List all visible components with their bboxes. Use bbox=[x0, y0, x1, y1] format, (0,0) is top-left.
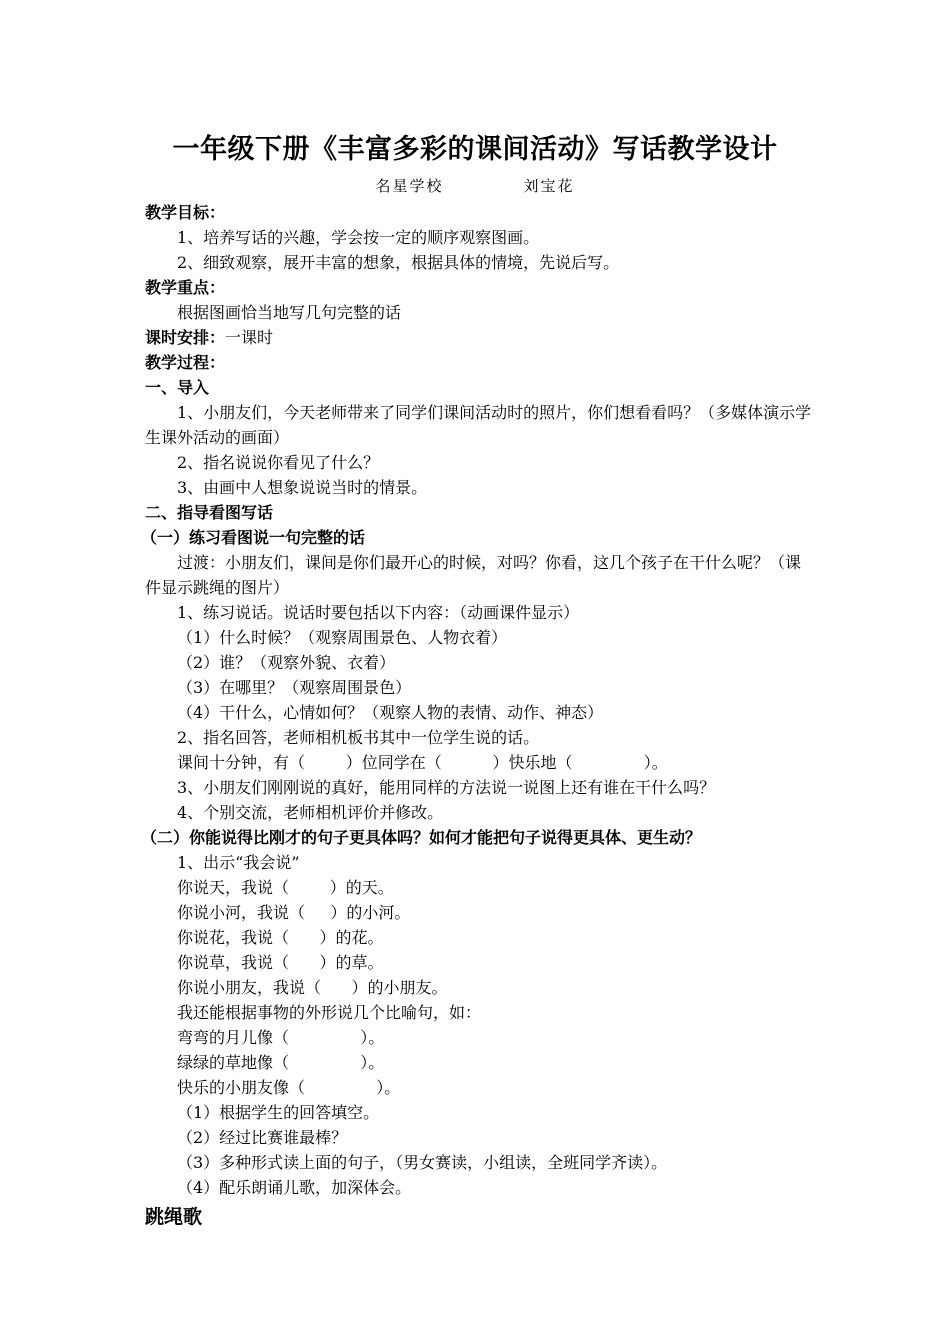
text-line: 2、细致观察，展开丰富的想象，根据具体的情境，先说后写。 bbox=[177, 253, 620, 272]
paragraph: 1、小朋友们，今天老师带来了同学们课间活动时的照片，你们想看看吗？（多媒体演示学生课外活动的画面） bbox=[145, 403, 812, 447]
document-title: 一年级下册《丰富多彩的课间活动》写话教学设计 bbox=[172, 134, 778, 165]
text-line: 你说小朋友，我说（ ）的小朋友。 bbox=[177, 978, 448, 997]
text-line: 2、指名说说你看见了什么？ bbox=[177, 453, 380, 472]
text-line: （2）谁？（观察外貌、衣着） bbox=[177, 653, 396, 672]
author-name: 刘宝花 bbox=[523, 177, 575, 195]
text-line: （4）配乐朗诵儿歌，加深体会。 bbox=[177, 1178, 412, 1197]
subsection-heading: （一）练习看图说一句完整的话 bbox=[141, 528, 366, 547]
text-line: 3、小朋友们刚刚说的真好，能用同样的方法说一说图上还有谁在干什么吗？ bbox=[177, 778, 716, 797]
text-line: 1、练习说话。说话时要包括以下内容：（动画课件显示） bbox=[177, 603, 580, 622]
school-name: 名星学校 bbox=[375, 177, 444, 195]
paragraph: 过渡：小朋友们，课间是你们最开心的时候，对吗？你看，这几个孩子在干什么呢？（课件显示跳绳的图片） bbox=[145, 553, 802, 597]
text-line: （2）经过比赛谁最棒？ bbox=[177, 1128, 348, 1147]
text-line: （1）什么时候？（观察周围景色、人物衣着） bbox=[177, 628, 508, 647]
text-line: 4、个别交流，老师相机评价并修改。 bbox=[177, 803, 444, 822]
author-line bbox=[0, 175, 950, 197]
schedule-label: 课时安排： bbox=[145, 328, 226, 347]
text-line: （1）根据学生的回答填空。 bbox=[177, 1103, 380, 1122]
text-line: 弯弯的月儿像（ ）。 bbox=[177, 1028, 385, 1047]
text-line: 3、由画中人想象说说当时的情景。 bbox=[177, 478, 428, 497]
text-line: 我还能根据事物的外形说几个比喻句，如： bbox=[177, 1003, 482, 1022]
schedule-line bbox=[145, 325, 815, 350]
text-line: 你说小河，我说（ ）的小河。 bbox=[177, 903, 411, 922]
section-heading: 教学过程： bbox=[145, 353, 226, 372]
text-line: 你说天，我说（ ）的天。 bbox=[177, 878, 394, 897]
text-line: 你说花，我说（ ）的花。 bbox=[177, 928, 384, 947]
section-heading: 教学目标： bbox=[145, 203, 226, 222]
text-line: 课间十分钟，有（ ）位同学在（ ）快乐地（ ）。 bbox=[177, 753, 668, 772]
text-line: 根据图画恰当地写几句完整的话 bbox=[177, 303, 402, 322]
text-line: 你说草，我说（ ）的草。 bbox=[177, 953, 384, 972]
text-line: （3）在哪里？（观察周围景色） bbox=[177, 678, 412, 697]
schedule-value: 一课时 bbox=[225, 328, 274, 347]
subsection-heading: （二）你能说得比刚才的句子更具体吗？如何才能把句子说得更具体、更生动？ bbox=[141, 828, 702, 847]
section-heading: 一、导入 bbox=[145, 378, 210, 397]
section-heading: 教学重点： bbox=[145, 278, 226, 297]
document-body bbox=[141, 200, 815, 1232]
text-line: 1、出示“我会说” bbox=[177, 853, 300, 872]
text-line: 快乐的小朋友像（ ）。 bbox=[177, 1078, 401, 1097]
text-line: 绿绿的草地像（ ）。 bbox=[177, 1053, 385, 1072]
text-line: 2、指名回答，老师相机板书其中一位学生说的话。 bbox=[177, 728, 540, 747]
section-heading: 二、指导看图写话 bbox=[145, 503, 274, 522]
song-heading: 跳绳歌 bbox=[145, 1206, 203, 1228]
text-line: 1、培养写话的兴趣，学会按一定的顺序观察图画。 bbox=[177, 228, 540, 247]
text-line: （3）多种形式读上面的句子，（男女赛读，小组读，全班同学齐读）。 bbox=[177, 1153, 668, 1172]
text-line: （4）干什么，心情如何？（观察人物的表情、动作、神态） bbox=[177, 703, 604, 722]
